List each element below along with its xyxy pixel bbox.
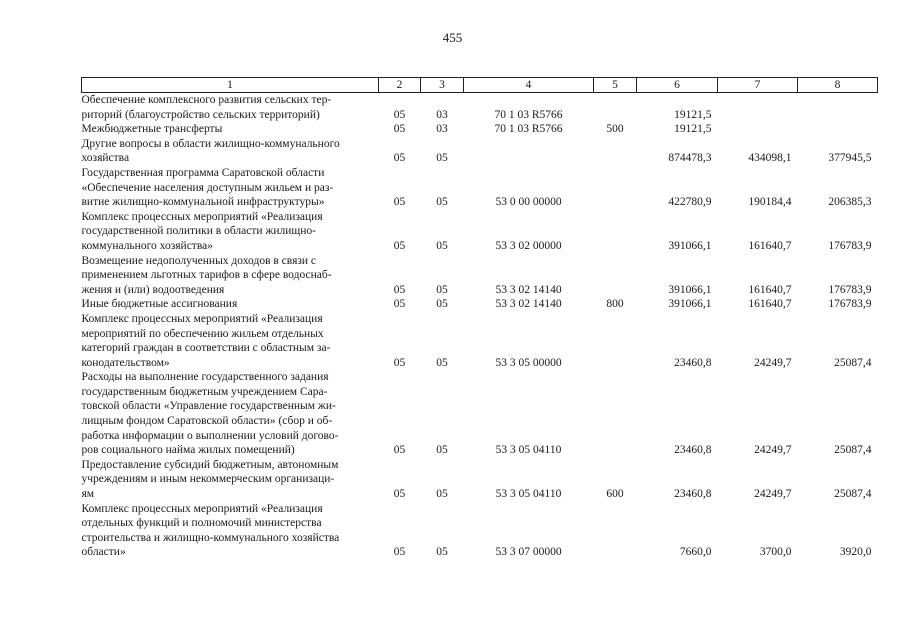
row-subsection: 05 (436, 356, 448, 369)
row-amount-1: 23460,8 (674, 488, 712, 501)
row-amount-2: 24249,7 (754, 444, 792, 457)
col-header-amount-1: 6 (637, 78, 718, 93)
row-subsection: 05 (436, 152, 448, 165)
row-subsection: 05 (436, 298, 448, 311)
col-header-target-code: 4 (464, 78, 594, 93)
col-header-name: 1 (82, 78, 379, 93)
row-expense-type (594, 137, 637, 166)
row-section: 05 (393, 123, 406, 136)
row-target-code: 53 3 05 04110 (495, 444, 562, 457)
table-row (82, 297, 878, 312)
row-amount-1: 391066,1 (668, 298, 712, 311)
row-amount-3: 25087,4 (834, 488, 872, 501)
row-subsection: 03 (436, 108, 448, 121)
row-amount-3: 176783,9 (828, 298, 872, 311)
row-subsection: 05 (436, 283, 448, 296)
row-name: Предоставление субсидий бюджетным, автономным учреждениям и иным некоммерческим организаци- ям (81, 458, 339, 501)
table-row (82, 137, 878, 166)
table-row (82, 210, 878, 254)
row-amount-1: 391066,1 (668, 239, 712, 252)
row-amount-1: 23460,8 (674, 356, 712, 369)
row-amount-1: 874478,3 (668, 152, 712, 165)
row-target-code: 70 1 03 R5766 (494, 123, 563, 136)
row-amount-1: 391066,1 (668, 283, 712, 296)
row-section: 05 (393, 444, 406, 457)
row-subsection: 05 (436, 239, 448, 252)
row-section: 05 (393, 356, 406, 369)
row-amount-3: 3920,0 (839, 546, 872, 559)
row-section: 05 (393, 283, 406, 296)
row-amount-2: 161640,7 (748, 298, 792, 311)
row-amount-1: 19121,5 (674, 108, 712, 121)
row-section: 05 (393, 546, 406, 559)
row-target-code (464, 137, 594, 166)
row-name: Обеспечение комплексного развития сельских тер- риторий (благоустройство сельских территорий) (81, 94, 332, 121)
row-amount-3 (798, 122, 878, 137)
row-amount-2 (718, 93, 798, 123)
row-section: 05 (393, 239, 406, 252)
row-amount-3 (798, 93, 878, 123)
row-name: Расходы на выполнение государственного задания государственным бюджетным учреждением Сара- товской области «Управление государственным жи- лищным фондом Саратовской области» (сбор и об- работка информации о выполнении условий догово- ров социального найма жилых помещений) (81, 371, 339, 457)
row-name: Комплекс процессных мероприятий «Реализация государственной политики в области жилищно- коммунального хозяйства» (81, 210, 323, 252)
row-expense-type (594, 166, 637, 210)
row-subsection: 05 (436, 488, 448, 501)
row-amount-1: 422780,9 (668, 196, 712, 209)
row-amount-2: 190184,4 (748, 196, 792, 209)
row-amount-3: 176783,9 (828, 283, 872, 296)
row-expense-type (594, 312, 637, 370)
row-name: Другие вопросы в области жилищно-коммунального хозяйства (81, 137, 340, 165)
table-row (82, 122, 878, 137)
row-amount-3: 25087,4 (834, 444, 872, 457)
row-amount-2: 3700,0 (759, 546, 792, 559)
row-amount-3: 176783,9 (828, 239, 872, 252)
row-amount-2: 161640,7 (748, 283, 792, 296)
row-amount-1: 7660,0 (679, 546, 712, 559)
table-row (82, 502, 878, 560)
row-name: Возмещение недополученных доходов в связи с применением льготных тарифов в сфере водоснаб- жения и (или) водоотведения (81, 254, 332, 296)
row-subsection: 05 (436, 444, 448, 457)
col-header-subsection: 3 (421, 78, 464, 93)
row-name: Комплекс процессных мероприятий «Реализация мероприятий по обеспечению жильем отдельных категорий граждан в соответствии с областным за- конодательством» (81, 312, 331, 369)
table-row (82, 370, 878, 458)
row-target-code: 53 3 07 00000 (495, 546, 562, 559)
row-amount-3: 206385,3 (828, 196, 872, 209)
row-target-code: 53 3 02 14140 (495, 298, 562, 311)
row-amount-2 (718, 122, 798, 137)
table-row (82, 93, 878, 123)
col-header-expense-type: 5 (594, 78, 637, 93)
col-header-amount-2: 7 (718, 78, 798, 93)
row-amount-1: 19121,5 (674, 123, 712, 136)
row-name: Иные бюджетные ассигнования (81, 298, 238, 311)
page-number: 455 (442, 30, 463, 45)
budget-table (81, 77, 878, 560)
row-subsection: 05 (436, 196, 448, 209)
row-name: Межбюджетные трансферты (81, 123, 223, 136)
row-expense-type: 600 (606, 488, 624, 501)
row-expense-type (594, 370, 637, 458)
table-row (82, 166, 878, 210)
row-amount-2: 161640,7 (748, 239, 792, 252)
row-section: 05 (393, 196, 406, 209)
row-section: 05 (393, 152, 406, 165)
table-row (82, 458, 878, 502)
row-expense-type (594, 210, 637, 254)
row-target-code: 70 1 03 R5766 (494, 108, 563, 121)
row-target-code: 53 3 02 14140 (495, 283, 562, 296)
row-amount-3: 377945,5 (828, 152, 872, 165)
row-expense-type (594, 93, 637, 123)
row-amount-3: 25087,4 (834, 356, 872, 369)
row-section: 05 (393, 108, 406, 121)
row-amount-1: 23460,8 (674, 444, 712, 457)
col-header-amount-3: 8 (798, 78, 878, 93)
row-target-code: 53 3 05 04110 (495, 488, 562, 501)
row-section: 05 (393, 298, 406, 311)
row-amount-2: 24249,7 (754, 356, 792, 369)
row-subsection: 05 (436, 546, 448, 559)
row-amount-2: 434098,1 (748, 152, 792, 165)
row-name: Комплекс процессных мероприятий «Реализация отдельных функций и полномочий министерства строительства и жилищно-коммунального хозяйства области» (81, 502, 340, 559)
row-subsection: 03 (436, 123, 448, 136)
row-name: Государственная программа Саратовской области «Обеспечение населения доступным жильем и раз- витие жилищно-коммунальной инфраструктуры» (81, 166, 334, 209)
row-target-code: 53 3 02 00000 (495, 239, 562, 252)
row-expense-type (594, 254, 637, 298)
row-target-code: 53 3 05 00000 (495, 356, 562, 369)
table-row (82, 312, 878, 370)
header-row (82, 78, 878, 93)
row-amount-2: 24249,7 (754, 488, 792, 501)
table-row (82, 254, 878, 298)
row-expense-type (594, 502, 637, 560)
row-expense-type: 500 (606, 123, 624, 136)
row-expense-type: 800 (606, 298, 624, 311)
row-section: 05 (393, 488, 406, 501)
col-header-section: 2 (379, 78, 421, 93)
row-target-code: 53 0 00 00000 (495, 196, 562, 209)
